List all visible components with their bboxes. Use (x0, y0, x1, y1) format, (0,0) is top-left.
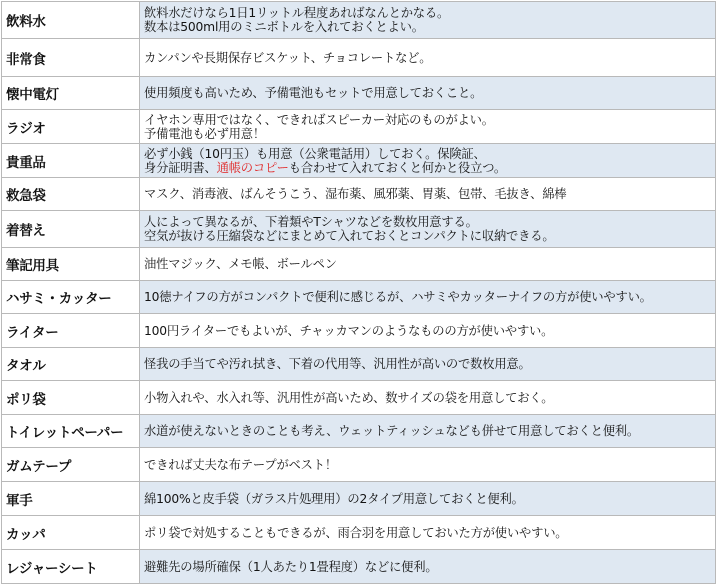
description-text: も合わせて入れておくと何かと役立つ。 (288, 160, 506, 175)
item-name: ガムテープ (2, 448, 140, 482)
table-row (2, 415, 716, 448)
description-line: 数本は500ml用のミニボトルを入れておくとよい。 (144, 20, 424, 34)
table-row (2, 314, 716, 348)
description-line: 使用頻度も高いため、予備電池もセットで用意しておくこと。 (144, 86, 483, 100)
table-row (2, 516, 716, 550)
item-name: ハサミ・カッター (2, 281, 140, 314)
table-row (2, 211, 716, 248)
item-name: レジャーシート (2, 550, 140, 584)
item-name: ラジオ (2, 110, 140, 144)
item-name: 貴重品 (2, 144, 140, 178)
item-description (140, 415, 716, 448)
table-row (2, 248, 716, 281)
item-description (140, 314, 716, 348)
description-line: 必ず小銭（10円玉）も用意（公衆電話用）しておく。保険証、 (144, 146, 486, 161)
description-line: 油性マジック、メモ帳、ボールペン (144, 257, 337, 271)
item-description (140, 448, 716, 482)
table-row (2, 144, 716, 178)
description-line: 空気が抜ける圧縮袋などにまとめて入れておくとコンパクトに収納できる。 (144, 229, 555, 243)
item-name: 飲料水 (2, 2, 140, 39)
item-name: 非常食 (2, 39, 140, 77)
description-line: イヤホン専用ではなく、できればスピーカー対応のものがよい。 (144, 112, 494, 127)
description-line: 飲料水だけなら1日1リットル程度あればなんとかなる。 (144, 6, 450, 20)
item-name: 着替え (2, 211, 140, 248)
description-line: マスク、消毒液、ばんそうこう、湿布薬、風邪薬、胃薬、包帯、毛抜き、綿棒 (144, 187, 567, 201)
emergency-supplies-table (1, 1, 716, 584)
item-name: ライター (2, 314, 140, 348)
item-name: 筆記用具 (2, 248, 140, 281)
item-description (140, 2, 716, 39)
description-line: 綿100%と皮手袋（ガラス片処理用）の2タイプ用意しておくと便利。 (144, 491, 524, 506)
table-row (2, 178, 716, 211)
item-name: 軍手 (2, 482, 140, 516)
description-line: 100円ライターでもよいが、チャッカマンのようなものの方が使いやすい。 (144, 323, 554, 338)
description-line (144, 161, 715, 175)
item-description (140, 248, 716, 281)
description-line: 水道が使えないときのことも考え、ウェットティッシュなども併せて用意しておくと便利。 (144, 424, 639, 438)
description-line: ポリ袋で対処することもできるが、雨合羽を用意しておいた方が使いやすい。 (144, 525, 568, 540)
item-description (140, 77, 716, 110)
highlighted-text: 通帳のコピー (216, 160, 289, 175)
item-name: 救急袋 (2, 178, 140, 211)
item-name: タオル (2, 348, 140, 381)
item-description (140, 550, 716, 584)
item-name: カッパ (2, 516, 140, 550)
description-line: 10徳ナイフの方がコンパクトで便利に感じるが、ハサミやカッターナイフの方が使いやすい。 (144, 290, 652, 304)
item-description (140, 110, 716, 144)
item-description (140, 144, 716, 178)
table-row (2, 348, 716, 381)
description-text: 身分証明書、 (144, 160, 217, 175)
description-line: 避難先の場所確保（1人あたり1畳程度）などに便利。 (144, 559, 438, 574)
item-name: トイレットペーパー (2, 415, 140, 448)
table-row (2, 39, 716, 77)
description-line: 人によって異なるが、下着類やTシャツなどを数枚用意する。 (144, 215, 478, 229)
item-description (140, 39, 716, 77)
description-line: できれば丈夫な布テープがベスト！ (144, 457, 337, 472)
table-row (2, 482, 716, 516)
item-description (140, 281, 716, 314)
description-line: 怪我の手当てや汚れ拭き、下着の代用等、汎用性が高いので数枚用意。 (144, 357, 531, 371)
description-line: カンパンや長期保存ビスケット、チョコレートなど。 (144, 50, 432, 65)
item-description (140, 348, 716, 381)
table-row (2, 77, 716, 110)
table-row (2, 2, 716, 39)
item-description (140, 482, 716, 516)
table-row (2, 448, 716, 482)
item-description (140, 211, 716, 248)
item-description (140, 516, 716, 550)
table-row (2, 550, 716, 584)
description-line: 予備電池も必ず用意！ (144, 126, 265, 141)
description-line: 小物入れや、水入れ等、汎用性が高いため、数サイズの袋を用意しておく。 (144, 390, 554, 405)
table-row (2, 281, 716, 314)
item-description (140, 381, 716, 415)
item-name: ポリ袋 (2, 381, 140, 415)
item-description (140, 178, 716, 211)
table-row (2, 110, 716, 144)
table-row (2, 381, 716, 415)
item-name: 懐中電灯 (2, 77, 140, 110)
